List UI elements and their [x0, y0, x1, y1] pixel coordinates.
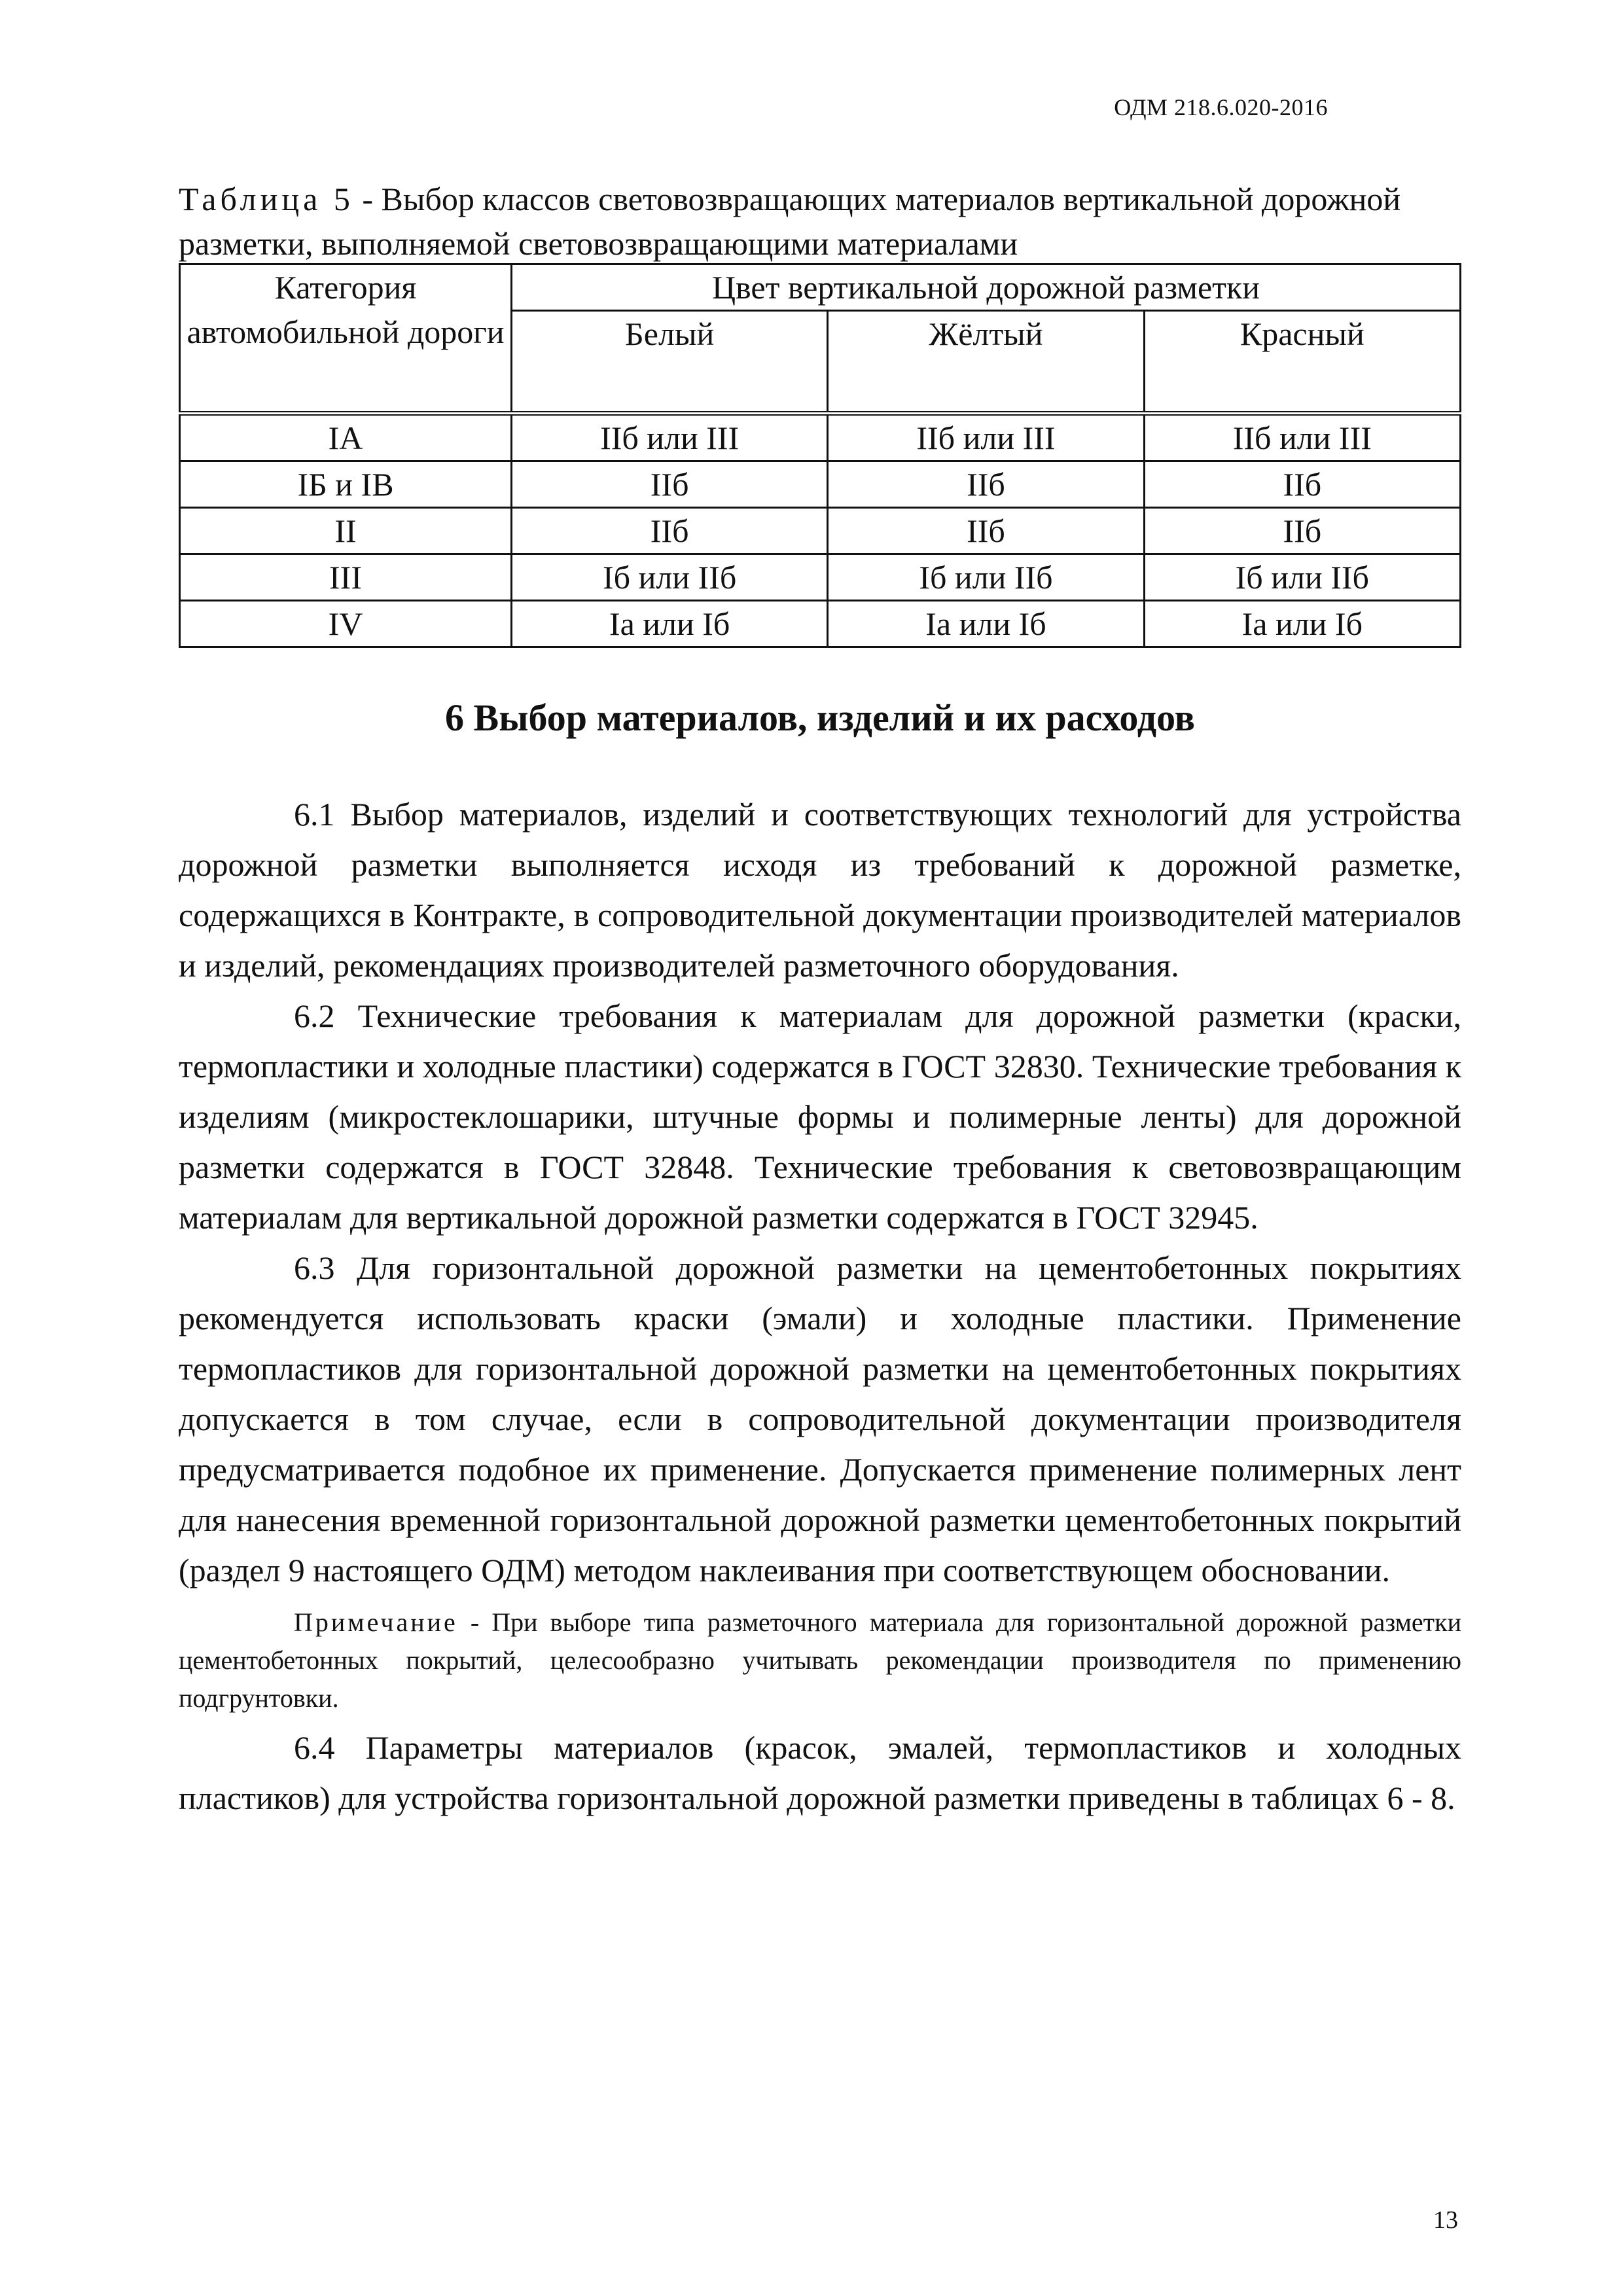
header-color-group: Цвет вертикальной дорожной разметки: [512, 264, 1461, 311]
document-code-header: ОДМ 218.6.020-2016: [1114, 94, 1328, 120]
cell-red: IIб: [1144, 461, 1460, 508]
header-yellow: Жёлтый: [828, 311, 1144, 414]
header-red: Красный: [1144, 311, 1460, 414]
header-category: [180, 264, 512, 414]
table-row: [180, 601, 1461, 647]
table-5-caption-text: - Выбор классов световозвращающих материалов вертикальной дорожной разметки, выполняемой световозвращающими материалами: [179, 181, 1401, 262]
cell-red: Iб или IIб: [1144, 554, 1460, 601]
cell-white: IIб или III: [512, 414, 828, 461]
table-row: [180, 461, 1461, 508]
table-5-label: Таблица 5: [179, 181, 354, 217]
table-header-row: [180, 264, 1461, 311]
note-text: - При выборе типа разметочного материала для горизонтальной дорожной разметки цементобетонных покрытий, целесообразно учитывать рекомендации производителя по применению подгрунтовки.: [179, 1607, 1461, 1713]
cell-red: Iа или Iб: [1144, 601, 1460, 647]
table-row: [180, 554, 1461, 601]
note-label: Примечание: [294, 1607, 458, 1637]
cell-red: IIб: [1144, 508, 1460, 554]
cell-white: Iб или IIб: [512, 554, 828, 601]
paragraph-6-4: 6.4 Параметры материалов (красок, эмалей, термопластиков и холодных пластиков) для устройства горизонтальной дорожной разметки приведены в таблицах 6 - 8.: [179, 1729, 1461, 1816]
cell-category: IV: [180, 601, 512, 647]
page-content: [179, 177, 1461, 1823]
table-row: [180, 508, 1461, 554]
note-paragraph: [179, 1604, 1461, 1717]
cell-yellow: IIб: [828, 461, 1144, 508]
page-number: 13: [1433, 2206, 1458, 2234]
header-category-label: Категория автомобильной дороги: [187, 269, 505, 350]
cell-category: II: [180, 508, 512, 554]
cell-white: IIб: [512, 461, 828, 508]
paragraph-6-2: 6.2 Технические требования к материалам для дорожной разметки (краски, термопластики и холодные пластики) содержатся в ГОСТ 32830. Технические требования к изделиям (микростеклошарики, штучные формы и полимерные ленты) для дорожной разметки содержатся в ГОСТ 32848. Технические требования к световозвращающим материалам для вертикальной дорожной разметки содержатся в ГОСТ 32945.: [179, 997, 1461, 1236]
cell-white: Iа или Iб: [512, 601, 828, 647]
cell-yellow: Iб или IIб: [828, 554, 1144, 601]
cell-category: IБ и IВ: [180, 461, 512, 508]
table-5: [179, 263, 1461, 648]
cell-white: IIб: [512, 508, 828, 554]
section-6-title: 6 Выбор материалов, изделий и их расходов: [445, 696, 1195, 739]
table-row: [180, 414, 1461, 461]
paragraph-6-3: 6.3 Для горизонтальной дорожной разметки на цементобетонных покрытиях рекомендуется использовать краски (эмали) и холодные пластики. Применение термопластиков для горизонтальной дорожной разметки на цементобетонных покрытиях допускается в том случае, если в сопроводительной документации производителя предусматривается подобное их применение. Допускается применение полимерных лент для нанесения временной горизонтальной дорожной разметки цементобетонных покрытий (раздел 9 настоящего ОДМ) методом наклеивания при соответствующем обосновании.: [179, 1249, 1461, 1588]
cell-category: III: [180, 554, 512, 601]
cell-red: IIб или III: [1144, 414, 1460, 461]
table-5-caption: [179, 177, 1461, 266]
cell-yellow: IIб: [828, 508, 1144, 554]
cell-category: IA: [180, 414, 512, 461]
cell-yellow: IIб или III: [828, 414, 1144, 461]
paragraph-6-1: 6.1 Выбор материалов, изделий и соответствующих технологий для устройства дорожной разметки выполняется исходя из требований к дорожной разметке, содержащихся в Контракте, в сопроводительной документации производителей материалов и изделий, рекомендациях производителей разметочного оборудования.: [179, 796, 1461, 984]
header-white: Белый: [512, 311, 828, 414]
cell-yellow: Iа или Iб: [828, 601, 1144, 647]
